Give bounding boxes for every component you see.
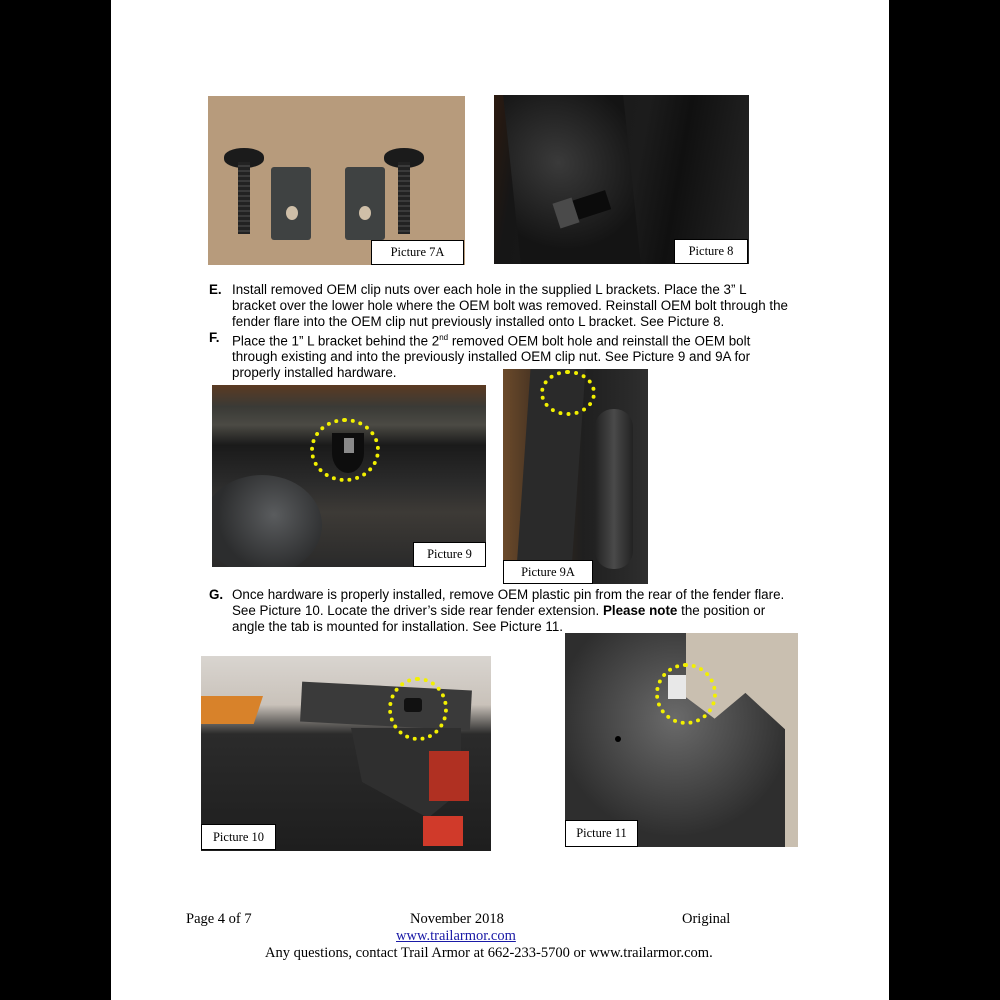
tail-light — [429, 751, 469, 801]
picture-10-photo — [201, 656, 491, 851]
step-f-line-2: through existing and into the previously installed OEM clip nut. See Picture 9 and 9A for — [232, 349, 751, 365]
step-g-text-b: the position or — [677, 603, 766, 618]
step-g — [209, 587, 822, 635]
picture-11-caption: Picture 11 — [565, 820, 638, 847]
red-reflector — [423, 816, 463, 846]
highlight-circle-picture-11 — [655, 663, 717, 725]
picture-10-caption: Picture 10 — [201, 824, 276, 850]
picture-9-caption: Picture 9 — [413, 542, 486, 567]
clip-nut-left-hole — [286, 206, 298, 220]
step-f-text-a: Place the 1” L bracket behind the 2 — [232, 333, 440, 349]
fender-panel — [503, 95, 641, 264]
footer-page-number: Page 4 of 7 — [186, 911, 252, 927]
clip-nut-right — [345, 167, 385, 240]
highlight-circle-picture-9 — [310, 418, 380, 482]
step-e-line-3: fender flare into the OEM clip nut previously installed onto L bracket. See Picture 8. — [232, 314, 725, 329]
step-g-bold-note: Please note — [602, 603, 678, 618]
bolt-left-shank — [238, 162, 250, 234]
step-f-superscript: nd — [439, 333, 449, 342]
step-e-line-1: Install removed OEM clip nuts over each hole in the supplied L brackets. Place the 3” L — [232, 282, 747, 297]
step-g-line-2 — [232, 603, 822, 619]
step-g-letter: G. — [209, 587, 224, 602]
picture-9a-caption: Picture 9A — [503, 560, 593, 584]
footer-contact: Any questions, contact Trail Armor at 662-233-5700 or www.trailarmor.com. — [265, 945, 713, 961]
highlight-circle-picture-9a — [540, 370, 596, 416]
step-g-line-3: angle the tab is mounted for installation. See Picture 11. — [232, 619, 563, 634]
picture-8-caption: Picture 8 — [674, 239, 748, 264]
intake-hose — [595, 409, 633, 569]
bolt-hole — [615, 736, 621, 742]
clip-nut-right-hole — [359, 206, 371, 220]
step-f-line-1 — [232, 330, 822, 349]
step-f-line-3: properly installed hardware. — [232, 365, 397, 381]
step-e-letter: E. — [209, 282, 222, 297]
step-g-text-a: See Picture 10. Locate the driver’s side rear fender extension. — [232, 603, 603, 618]
step-e-line-2: bracket over the lower hole where the OEM bolt was removed. Reinstall OEM bolt through the — [232, 298, 788, 313]
orange-decal — [201, 696, 263, 724]
air-intake-hose — [212, 475, 322, 567]
footer-status: Original — [682, 911, 731, 927]
footer-website-link[interactable]: www.trailarmor.com — [396, 928, 516, 944]
step-g-line-1: Once hardware is properly installed, remove OEM plastic pin from the rear of the fender flare. — [232, 587, 785, 602]
step-f-letter: F. — [209, 330, 220, 345]
footer-date: November 2018 — [410, 911, 504, 927]
clip-nut-left — [271, 167, 311, 240]
picture-7a-caption: Picture 7A — [371, 240, 464, 265]
step-f-text-b: removed OEM bolt hole and reinstall the OEM bolt — [448, 333, 751, 349]
bolt-right-shank — [398, 162, 410, 234]
step-e — [209, 282, 822, 330]
highlight-circle-picture-10 — [388, 677, 448, 741]
